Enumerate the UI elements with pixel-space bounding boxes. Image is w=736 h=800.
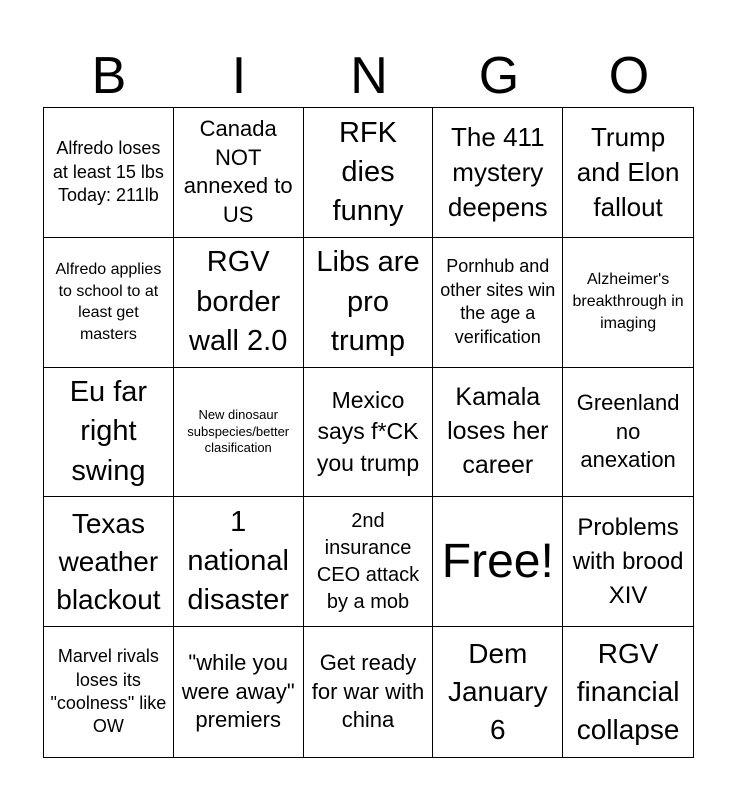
bingo-cell[interactable]: Libs are pro trump [304,238,434,368]
bingo-cell[interactable]: Alfredo applies to school to at least get masters [44,238,174,368]
bingo-cell[interactable]: Kamala loses her career [433,368,563,498]
free-space[interactable]: Free! [433,497,563,627]
bingo-cell[interactable]: 1 national disaster [174,497,304,627]
bingo-board [43,107,694,758]
bingo-cell[interactable]: Marvel rivals loses its "coolness" like OW [44,627,174,757]
bingo-cell[interactable]: New dinosaur subspecies/better clasification [174,368,304,498]
bingo-cell[interactable]: Pornhub and other sites win the age a verification [433,238,563,368]
bingo-header [44,44,694,108]
header-letter-b: B [91,47,127,105]
bingo-cell[interactable]: Canada NOT annexed to US [174,108,304,238]
header-letter-o: O [608,47,650,105]
header-letter-g: G [478,47,520,105]
bingo-cell[interactable]: Eu far right swing [44,368,174,498]
header-letter-n: N [350,47,388,105]
bingo-cell[interactable]: Alfredo loses at least 15 lbs Today: 211lb [44,108,174,238]
bingo-cell[interactable]: Get ready for war with china [304,627,434,757]
bingo-cell[interactable]: Trump and Elon fallout [563,108,693,238]
bingo-cell[interactable]: Texas weather blackout [44,497,174,627]
bingo-cell[interactable]: "while you were away" premiers [174,627,304,757]
bingo-cell[interactable]: RGV financial collapse [576,638,680,745]
bingo-cell[interactable]: Mexico says f*CK you trump [304,368,434,498]
bingo-cell[interactable]: Greenland no anexation [563,368,693,498]
bingo-cell[interactable]: 2nd insurance CEO attack by a mob [304,497,434,627]
bingo-cell[interactable]: Problems with brood XIV [563,497,693,627]
bingo-cell[interactable]: RGV border wall 2.0 [174,238,304,368]
bingo-cell[interactable]: Dem January 6 [433,627,563,757]
bingo-cell[interactable]: Alzheimer's breakthrough in imaging [563,238,693,368]
header-letter-i: I [231,47,247,105]
bingo-cell[interactable]: RFK dies funny [304,108,434,238]
bingo-cell[interactable]: The 411 mystery deepens [433,108,563,238]
